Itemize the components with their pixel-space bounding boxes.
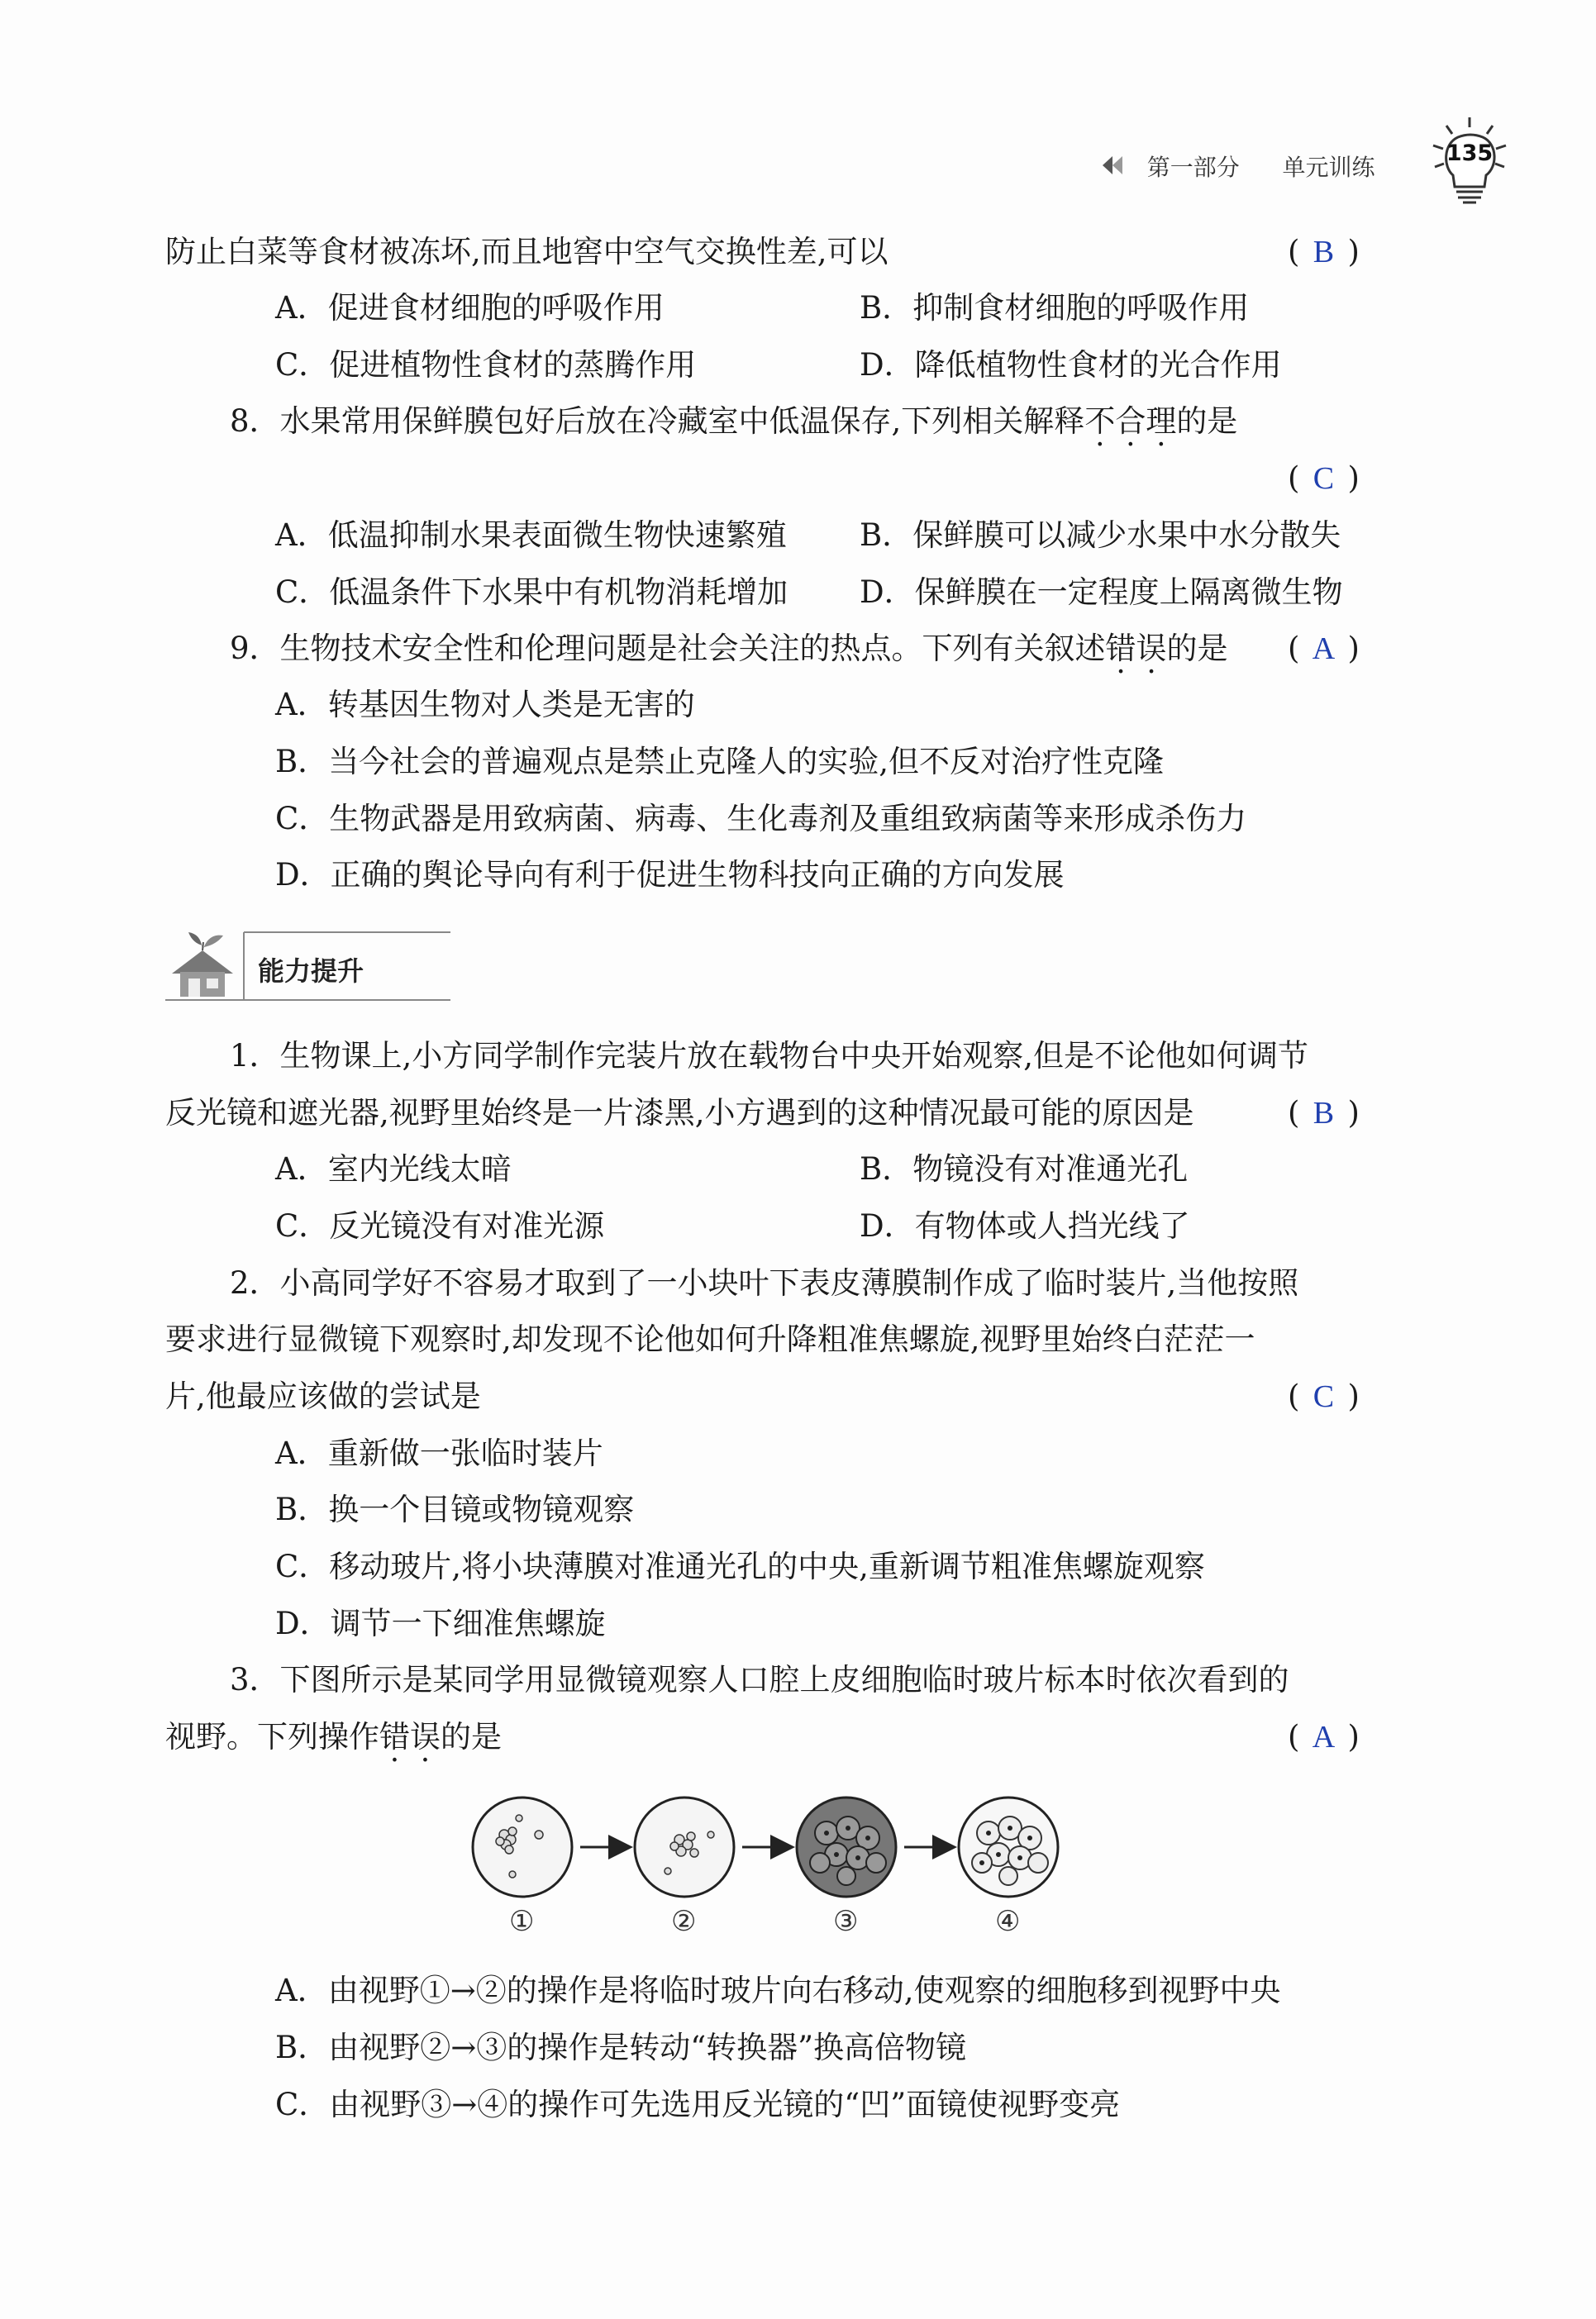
p1-option-c: C．反光镜没有对准光源 (275, 1208, 605, 1244)
p2-line2: 要求进行显微镜下观察时,却发现不论他如何升降粗准焦螺旋,视野里始终白茫茫一 (165, 1321, 1255, 1357)
view-2-circle (635, 1798, 734, 1897)
q7-answer: ( B ) (1288, 234, 1360, 269)
p3-answer-value: A (1312, 1720, 1336, 1755)
q8-option-d: D．保鲜膜在一定程度上隔离微生物 (860, 574, 1343, 610)
p2-line1: 2．小高同学好不容易才取到了一小块叶下表皮薄膜制作成了临时装片,当他按照 (230, 1265, 1299, 1301)
p3-line2: 视野。下列操作错误的是 (165, 1719, 502, 1755)
p2-line3: 片,他最应该做的尝试是 (165, 1379, 481, 1414)
q9-answer-value: A (1312, 631, 1336, 666)
p1-line2: 反光镜和遮光器,视野里始终是一片漆黑,小方遇到的这种情况最可能的原因是 (165, 1095, 1194, 1131)
q9-option-d: D．正确的舆论导向有利于促进生物科技向正确的方向发展 (275, 857, 1065, 893)
p3-option-b: B．由视野②→③的操作是转动“转换器”换高倍物镜 (275, 2030, 967, 2065)
view-1-circle (473, 1798, 572, 1897)
figure-label-2: ② (671, 1905, 697, 1938)
p1-answer: ( B ) (1288, 1095, 1360, 1131)
p2-answer: ( C ) (1288, 1379, 1360, 1414)
p3-option-a: A．由视野①→②的操作是将临时玻片向右移动,使观察的细胞移到视野中央 (275, 1973, 1281, 2008)
page-number-badge (1428, 116, 1511, 207)
figure-label-3: ③ (833, 1905, 859, 1938)
q7-answer-value: B (1313, 235, 1335, 269)
q9-stem: 9．生物技术安全性和伦理问题是社会关注的热点。下列有关叙述错误的是 (230, 631, 1228, 666)
q8-option-a: A．低温抑制水果表面微生物快速繁殖 (275, 517, 787, 553)
view-4-circle (959, 1798, 1058, 1897)
p2-option-c: C．移动玻片,将小块薄膜对准通光孔的中央,重新调节粗准焦螺旋观察 (275, 1549, 1205, 1584)
section-heading (165, 926, 455, 1004)
figure-label-4: ④ (995, 1905, 1021, 1938)
q8-option-c: C．低温条件下水果中有机物消耗增加 (275, 574, 788, 610)
p3-option-c: C．由视野③→④的操作可先选用反光镜的“凹”面镜使视野变亮 (275, 2087, 1121, 2122)
q9-option-c: C．生物武器是用致病菌、病毒、生化毒剂及重组致病菌等来形成杀伤力 (275, 801, 1247, 836)
q9-option-b: B．当今社会的普遍观点是禁止克隆人的实验,但不反对治疗性克隆 (275, 744, 1164, 779)
p2-answer-value: C (1313, 1379, 1335, 1414)
p2-option-b: B．换一个目镜或物镜观察 (275, 1492, 635, 1527)
p3-line1: 3．下图所示是某同学用显微镜观察人口腔上皮细胞临时玻片标本时依次看到的 (230, 1662, 1289, 1698)
p1-option-d: D．有物体或人挡光线了 (860, 1208, 1190, 1244)
page-number: 135 (1446, 140, 1494, 166)
q8-answer: ( C ) (1288, 460, 1360, 496)
q8-answer-value: C (1313, 461, 1335, 496)
q7-option-a: A．促进食材细胞的呼吸作用 (275, 290, 665, 326)
p1-option-a: A．室内光线太暗 (275, 1151, 512, 1187)
p3-answer: ( A ) (1288, 1719, 1360, 1755)
q8-stem: 8．水果常用保鲜膜包好后放在冷藏室中低温保存,下列相关解释不合理的是 (230, 403, 1238, 439)
p2-option-a: A．重新做一张临时装片 (275, 1436, 603, 1471)
p1-line1: 1．生物课上,小方同学制作完装片放在载物台中央开始观察,但是不论他如何调节 (230, 1038, 1309, 1074)
q7-option-c: C．促进植物性食材的蒸腾作用 (275, 347, 697, 383)
microscope-views-figure (463, 1785, 1091, 1942)
figure-label-1: ① (509, 1905, 535, 1938)
header-part: 第一部分 (1146, 154, 1240, 181)
back-arrow-icon (1099, 150, 1129, 185)
section-title: 能力提升 (258, 955, 364, 987)
q9-answer: ( A ) (1288, 631, 1360, 666)
q9-option-a: A．转基因生物对人类是无害的 (275, 687, 695, 722)
p1-option-b: B．物镜没有对准通光孔 (860, 1151, 1189, 1187)
p2-option-d: D．调节一下细准焦螺旋 (275, 1606, 606, 1641)
header (1099, 147, 1375, 185)
p1-answer-value: B (1313, 1096, 1335, 1131)
q8-option-b: B．保鲜膜可以减少水果中水分散失 (860, 517, 1341, 553)
header-section: 单元训练 (1282, 154, 1375, 181)
view-3-circle (797, 1798, 896, 1897)
q7-stem: 防止白菜等食材被冻坏,而且地窖中空气交换性差,可以 (165, 234, 889, 269)
q7-option-b: B．抑制食材细胞的呼吸作用 (860, 290, 1250, 326)
q7-option-d: D．降低植物性食材的光合作用 (860, 347, 1282, 383)
